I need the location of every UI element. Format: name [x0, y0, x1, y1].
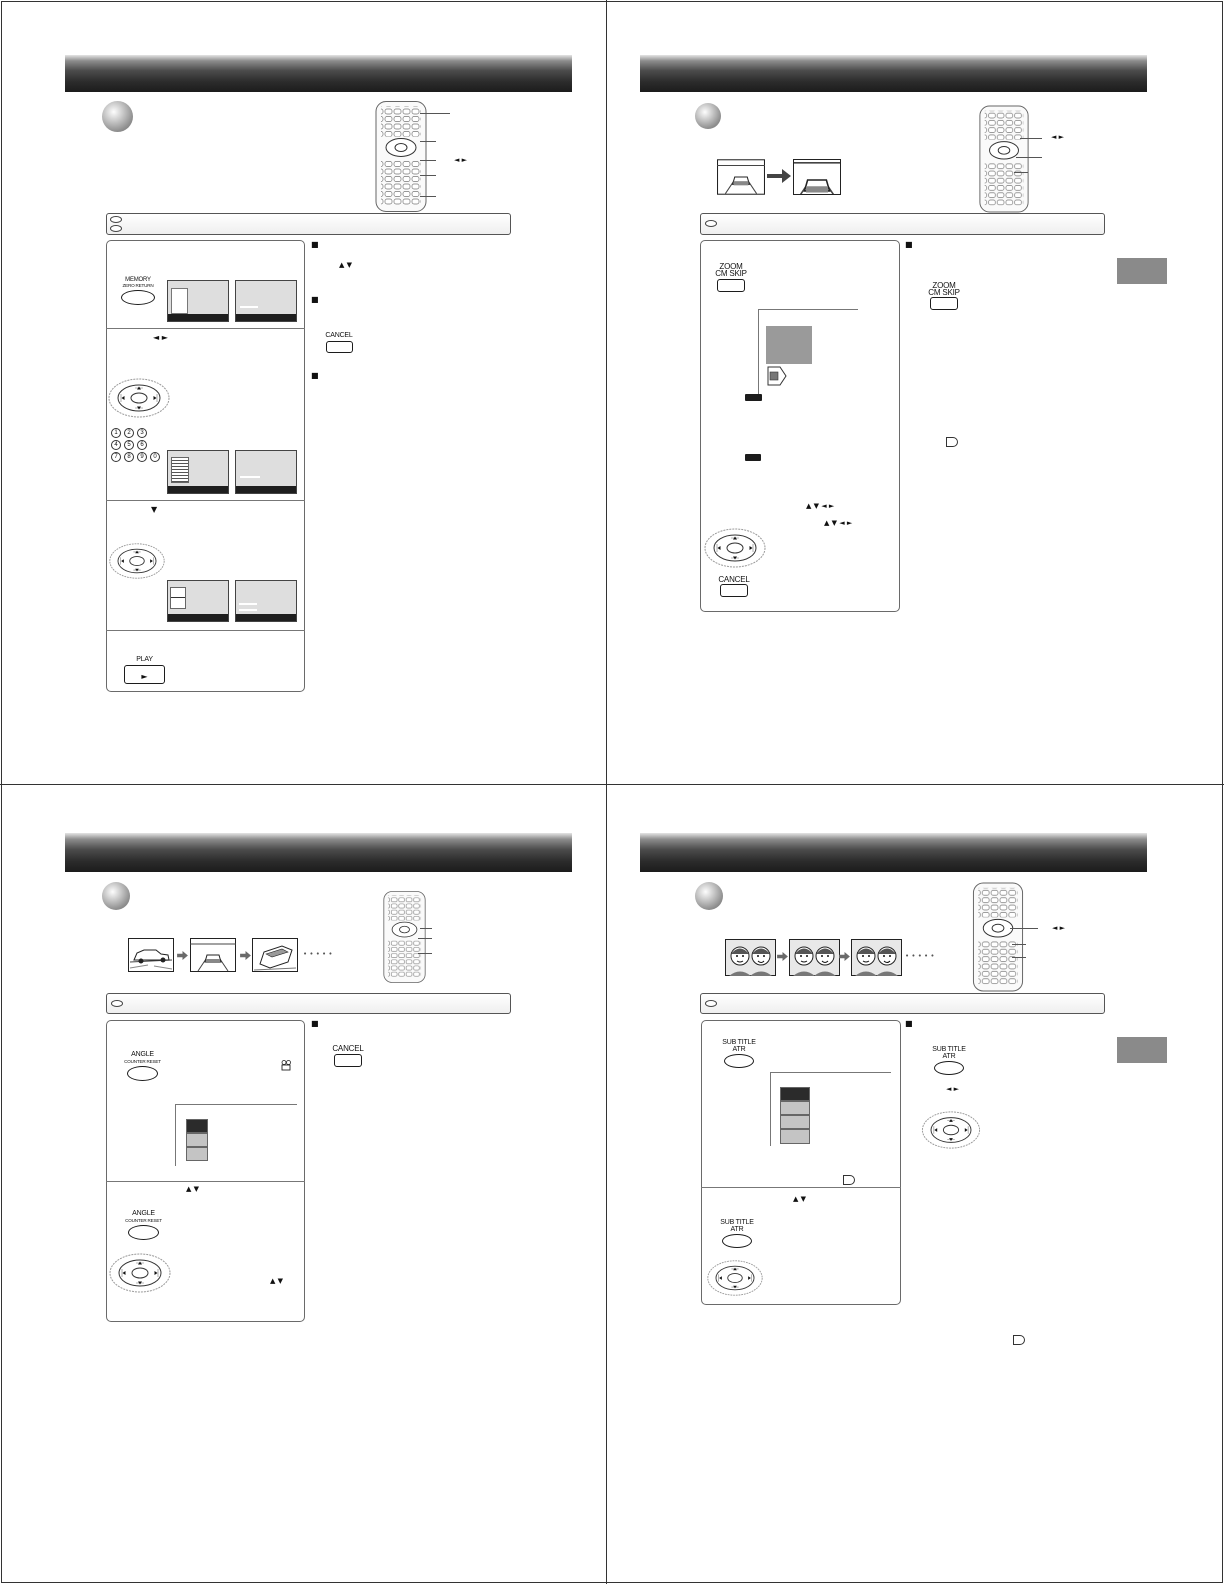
- left-right-arrows: ◄ ►: [153, 333, 168, 342]
- subtitle-menu: [780, 1087, 810, 1144]
- up-down-arrows: ▲ ▼: [339, 261, 352, 269]
- screen-status-bar: [236, 314, 296, 321]
- play-button-label: PLAY: [136, 656, 153, 663]
- angle-button-sublabel: COUNTER RESET: [124, 1059, 161, 1064]
- disc-type-bar: [700, 993, 1105, 1014]
- cancel-button: [326, 341, 353, 353]
- page-vertical-divider: [606, 0, 607, 1584]
- screen-entry-line: [239, 603, 257, 605]
- subtitle-menu-item: [780, 1101, 810, 1115]
- down-arrow: ▼: [151, 505, 158, 514]
- side-tab: [1117, 258, 1167, 284]
- disc-type-icon: [110, 216, 122, 223]
- subtitle-scene-image: [851, 939, 902, 976]
- leader-line: [420, 113, 450, 114]
- leader-line: [1010, 928, 1038, 929]
- zoom-indicator-icon: [745, 394, 762, 401]
- remote-control-icon: [383, 882, 426, 992]
- angle-menu: [186, 1119, 208, 1161]
- diagram-frame-line: [758, 309, 858, 310]
- disc-type-icon: [111, 1000, 123, 1007]
- leader-line: [420, 175, 436, 176]
- section-header-bar: [640, 55, 1147, 92]
- angle-button-label: ANGLE: [131, 1051, 154, 1058]
- step-ball-icon: [695, 103, 721, 129]
- page-border: [1, 1, 1223, 1583]
- disc-reference-icon: [843, 1175, 855, 1185]
- cancel-button-label: CANCEL: [332, 1044, 364, 1053]
- leader-line: [420, 141, 436, 142]
- step-divider: [106, 630, 305, 631]
- subtitle-menu-item-selected: [780, 1087, 810, 1101]
- memory-button-label: MEMORY: [125, 277, 151, 283]
- direction-pad-icon: [706, 1258, 764, 1298]
- number-key: 9: [137, 452, 147, 462]
- remote-control-icon: [978, 105, 1030, 213]
- subtitle-menu-item: [780, 1129, 810, 1144]
- angle-menu-item: [186, 1133, 208, 1147]
- tv-screen: [167, 580, 229, 622]
- direction-arrows: ▲ ▼ ◄ ►: [806, 502, 835, 510]
- disc-reference-icon: [1013, 1335, 1025, 1345]
- zoom-area-box: [766, 326, 812, 364]
- subtitle-button-label: SUB TITLE: [720, 1219, 754, 1226]
- bullet-marker: ■: [905, 240, 913, 249]
- continuation-dots: • • • • •: [303, 950, 333, 958]
- play-button: [124, 665, 165, 684]
- cancel-button: [720, 584, 748, 597]
- diagram-frame-line: [175, 1104, 297, 1105]
- bullet-marker: ■: [311, 240, 319, 249]
- subtitle-scene-image: [789, 939, 840, 976]
- section-header-bar: [640, 833, 1147, 872]
- angle-button-label: ANGLE: [132, 1210, 155, 1217]
- diagram-frame-line: [758, 309, 759, 399]
- step-divider: [106, 328, 305, 329]
- tv-screen: [167, 280, 229, 322]
- diagram-frame-line: [175, 1104, 176, 1166]
- number-key: 7: [111, 452, 121, 462]
- number-key: 6: [137, 440, 147, 450]
- subtitle-button: [934, 1061, 964, 1075]
- leader-line: [1014, 172, 1028, 173]
- cancel-button: [334, 1054, 362, 1067]
- page-horizontal-divider: [0, 784, 1224, 785]
- subtitle-button-sublabel: ATR: [732, 1046, 746, 1053]
- step-divider: [701, 1187, 901, 1188]
- disc-reference-icon: [946, 437, 958, 447]
- diagram-frame-line: [770, 1072, 891, 1073]
- angle-button: [128, 1225, 159, 1240]
- zoom-button-label: ZOOM: [932, 281, 956, 290]
- subtitle-button-label: SUB TITLE: [932, 1046, 966, 1053]
- direction-arrows: ▲ ▼ ◄ ►: [824, 519, 853, 527]
- screen-menu-box: [171, 288, 188, 314]
- zoom-button-label: ZOOM: [719, 262, 743, 271]
- right-arrow-icon: [240, 951, 251, 960]
- screen-status-bar: [236, 486, 296, 493]
- disc-type-bar: [106, 993, 511, 1014]
- section-header-bar: [65, 833, 572, 872]
- leader-line: [418, 953, 432, 954]
- angle-button-sublabel: COUNTER RESET: [125, 1218, 162, 1223]
- number-key: 3: [137, 428, 147, 438]
- screen-status-bar: [236, 614, 296, 621]
- leader-line: [1020, 138, 1042, 139]
- number-key: 1: [111, 428, 121, 438]
- screen-status-bar: [168, 314, 228, 321]
- disc-type-icon: [705, 220, 717, 227]
- zoom-position-icon: [766, 364, 788, 388]
- angle-menu-item-selected: [186, 1119, 208, 1133]
- bullet-marker: ■: [311, 295, 319, 304]
- screen-entry-line: [239, 609, 257, 611]
- remote-control-icon: [972, 882, 1024, 992]
- direction-pad-icon: [920, 1110, 982, 1150]
- tv-screen: [167, 450, 229, 494]
- angle-menu-item: [186, 1147, 208, 1161]
- left-right-arrows: ◄ ►: [1052, 924, 1065, 932]
- subtitle-button-sublabel: ATR: [730, 1226, 744, 1233]
- leader-line: [1012, 957, 1026, 958]
- zoom-button-sublabel: CM SKIP: [715, 269, 747, 278]
- angle-view-image: [190, 938, 236, 972]
- step-ball-icon: [695, 882, 723, 910]
- number-key: 4: [111, 440, 121, 450]
- tv-screen: [235, 450, 297, 494]
- tv-screen: [235, 580, 297, 622]
- continuation-dots: • • • • •: [905, 952, 935, 960]
- direction-pad-icon: [703, 527, 767, 569]
- subtitle-button: [724, 1054, 754, 1068]
- play-icon: ►: [141, 672, 148, 681]
- screen-status-bar: [168, 486, 228, 493]
- step-ball-icon: [102, 101, 133, 132]
- direction-pad-icon: [108, 1252, 172, 1294]
- disc-type-icon: [110, 225, 122, 232]
- leader-line: [418, 938, 432, 939]
- subtitle-button: [722, 1234, 752, 1248]
- up-down-arrows: ▲ ▼: [186, 1185, 199, 1193]
- leader-line: [420, 196, 436, 197]
- number-key: 5: [124, 440, 134, 450]
- screen-entry-line: [240, 476, 260, 478]
- angle-view-image: [252, 938, 298, 972]
- screen-entry-line: [240, 306, 258, 308]
- step-ball-icon: [102, 882, 130, 910]
- subtitle-menu-item: [780, 1115, 810, 1129]
- section-header-bar: [65, 55, 572, 92]
- angle-button: [127, 1066, 158, 1081]
- screen-entry-line: [171, 597, 185, 598]
- right-arrow-icon: [767, 169, 791, 183]
- side-tab: [1117, 1037, 1167, 1063]
- disc-type-bar: [700, 213, 1105, 235]
- number-key: 0: [150, 452, 160, 462]
- step-divider: [106, 500, 305, 501]
- direction-pad-icon: [108, 541, 166, 581]
- screen-menu-box: [170, 587, 186, 609]
- disc-type-bar: [106, 213, 511, 235]
- screen-status-bar: [168, 614, 228, 621]
- zoom-button: [930, 297, 958, 310]
- right-arrow-icon: [777, 952, 788, 961]
- right-arrow-icon: [177, 951, 188, 960]
- direction-pad-icon: [107, 376, 171, 420]
- cancel-button-label: CANCEL: [325, 332, 353, 339]
- leader-line: [1016, 157, 1042, 158]
- left-right-arrows: ◄ ►: [1051, 133, 1064, 141]
- subtitle-button-label: SUB TITLE: [722, 1039, 756, 1046]
- memory-button-sublabel: ZERO RETURN: [122, 283, 154, 288]
- up-down-arrows: ▲ ▼: [270, 1277, 283, 1285]
- up-down-arrows: ▲ ▼: [793, 1195, 806, 1203]
- subtitle-button-sublabel: ATR: [942, 1053, 956, 1060]
- cancel-button-label: CANCEL: [718, 575, 750, 584]
- zoom-button-sublabel: CM SKIP: [928, 288, 960, 297]
- number-key: 2: [124, 428, 134, 438]
- left-right-arrows: ◄ ►: [454, 156, 467, 164]
- diagram-frame-line: [770, 1072, 771, 1146]
- zoom-button: [717, 279, 745, 292]
- leader-line: [420, 160, 436, 161]
- zoom-indicator-icon: [745, 454, 761, 461]
- number-key: 8: [124, 452, 134, 462]
- angle-view-image: [128, 938, 174, 972]
- right-arrow-icon: [839, 952, 850, 961]
- zoomed-picture-image: [793, 159, 841, 195]
- step-divider: [106, 1181, 305, 1182]
- tv-screen: [235, 280, 297, 322]
- left-right-arrows: ◄ ►: [946, 1085, 959, 1093]
- disc-type-icon: [705, 1000, 717, 1007]
- subtitle-scene-image: [725, 939, 776, 976]
- bullet-marker: ■: [311, 371, 319, 380]
- camera-angle-icon: [281, 1060, 292, 1071]
- bullet-marker: ■: [905, 1019, 913, 1028]
- memory-button: [121, 290, 155, 305]
- normal-picture-image: [717, 159, 765, 195]
- bullet-marker: ■: [311, 1019, 319, 1028]
- leader-line: [1012, 944, 1026, 945]
- screen-menu-list: [171, 457, 189, 483]
- leader-line: [420, 928, 432, 929]
